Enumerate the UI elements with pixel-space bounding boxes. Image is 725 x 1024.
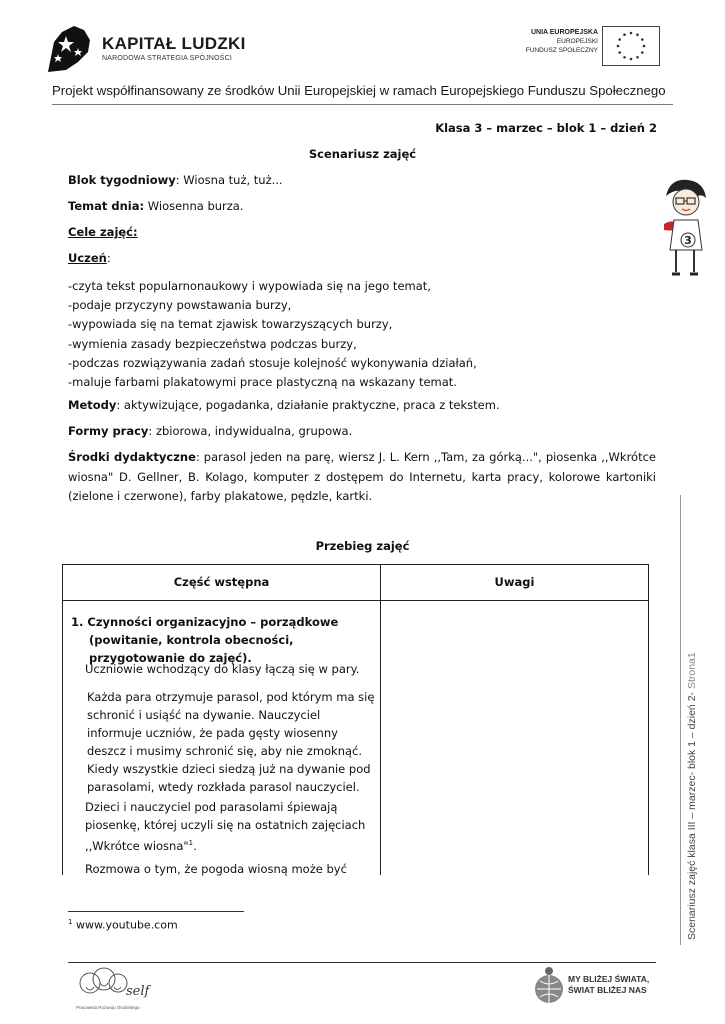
teaching-aids-label: Środki dydaktyczne bbox=[68, 450, 196, 464]
activity-paragraph: Każda para otrzymuje parasol, pod którym ma się schronić i usiąść na dywanie. Nauczyciel informuje uczniów, że pada gęsty wiosenny deszcz i musimy schronić się, aby nie zmoknąć. Kiedy wszystkie dzieci siedzą już na dywanie pod parasolami, wtedy rozkłada parasol nauczyciel. bbox=[87, 690, 375, 794]
methods-label: Metody bbox=[68, 398, 117, 412]
goals-heading: Cele zajęć: bbox=[68, 225, 138, 239]
column-header-intro: Część wstępna bbox=[173, 575, 270, 589]
eu-text bbox=[526, 28, 598, 55]
student-heading bbox=[68, 249, 656, 268]
weekly-block-line bbox=[68, 171, 656, 190]
methods-line bbox=[68, 396, 656, 415]
list-item: -wypowiada się na temat zjawisk towarzyszących burzy, bbox=[68, 317, 393, 332]
work-forms-line bbox=[68, 422, 656, 441]
work-forms-value: : zbiorowa, indywidualna, grupowa. bbox=[148, 424, 353, 438]
class-meta-line: Klasa 3 – marzec – blok 1 – dzień 2 bbox=[435, 121, 657, 135]
self-logo-text: self bbox=[126, 984, 150, 999]
activity-heading: 1. Czynności organizacyjno – porządkowe (powitanie, kontrola obecności, przygotowanie do zajęć). bbox=[71, 615, 339, 665]
student-colon: : bbox=[106, 251, 111, 265]
teaching-aids-paragraph bbox=[68, 448, 656, 507]
my-blizej-text bbox=[568, 974, 649, 996]
eu-flag-icon bbox=[602, 26, 660, 66]
side-caption-page: Strona1 bbox=[686, 652, 698, 692]
lesson-flow-title: Przebieg zajęć bbox=[315, 539, 410, 553]
kapital-ludzki-subtitle: NARODOWA STRATEGIA SPÓJNOŚCI bbox=[102, 55, 233, 62]
list-item: -maluje farbami plakatowymi prace plastyczną na wskazany temat. bbox=[68, 375, 457, 390]
eu-logo-block bbox=[500, 26, 660, 66]
my-blizej-swiata-logo bbox=[532, 965, 682, 1011]
day-topic-label: Temat dnia: bbox=[68, 199, 145, 213]
student-label: Uczeń bbox=[68, 251, 107, 265]
table-column-divider bbox=[380, 565, 381, 875]
weekly-block-value: : Wiosna tuż, tuż... bbox=[175, 173, 283, 187]
page-title: Scenariusz zajęć bbox=[308, 147, 417, 161]
my-blizej-line2: ŚWIAT BLIŻEJ NAS bbox=[568, 985, 647, 995]
teaching-aids-value: : parasol jeden na parę, wiersz J. L. Kern ,,Tam, za górką...", piosenka ,,Wkrótce wiosna" D. Gellner, B. Kolago, komputer z dostępem do Internetu, karta pracy, kolorowe kartoniki (zielone i czerwone), farby plakatowe, pędzle, kartki. bbox=[68, 450, 657, 503]
mascot-illustration bbox=[660, 176, 710, 282]
kapital-ludzki-logo bbox=[44, 22, 254, 78]
side-caption-main: Scenariusz zajęć klasa III – marzec- blok 1 – dzień 2- bbox=[686, 691, 698, 940]
kapital-ludzki-title: KAPITAŁ LUDZKI bbox=[102, 34, 246, 53]
eu-fund-line2: FUNDUSZ SPOŁECZNY bbox=[525, 47, 598, 54]
footnote-ref: 1 bbox=[188, 839, 194, 847]
self-caption: Pracownia Rozwoju Osobistego bbox=[76, 1005, 140, 1010]
self-logo-icon bbox=[76, 965, 166, 1005]
activity-paragraph bbox=[85, 798, 375, 855]
eu-union-label: UNIA EUROPEJSKA bbox=[530, 29, 598, 36]
weekly-block-label: Blok tygodniowy bbox=[68, 173, 176, 187]
footnote-link: www.youtube.com bbox=[72, 918, 178, 932]
mascot-badge-number: 3 bbox=[684, 234, 692, 247]
goals-list bbox=[68, 277, 477, 392]
list-item: -czyta tekst popularnonaukowy i wypowiada się na jego temat, bbox=[68, 279, 431, 293]
day-topic-value: Wiosenna burza. bbox=[144, 199, 244, 213]
song-text-end: . bbox=[193, 838, 197, 853]
song-text: Dzieci i nauczyciel pod parasolami śpiewają piosenkę, której uczyli się na ostatnich zajęciach ,,Wkrótce wiosna" bbox=[85, 800, 366, 853]
list-item: -podaje przyczyny powstawania burzy, bbox=[68, 298, 292, 313]
footnote-number: 1 bbox=[68, 918, 73, 926]
project-cofinancing-line: Projekt współfinansowany ze środków Unii Europejskiej w ramach Europejskiego Funduszu Społecznego bbox=[52, 83, 666, 98]
work-forms-label: Formy pracy bbox=[68, 424, 149, 438]
footer-divider bbox=[68, 962, 656, 963]
column-header-notes: Uwagi bbox=[494, 575, 535, 589]
eu-fund-line1: EUROPEJSKI bbox=[556, 38, 598, 45]
kapital-ludzki-mark-icon bbox=[44, 22, 96, 76]
methods-value: : aktywizujące, pogadanka, działanie praktyczne, praca z tekstem. bbox=[116, 398, 500, 412]
day-topic-line bbox=[68, 197, 656, 216]
footnote bbox=[68, 918, 178, 932]
globe-figure-icon bbox=[532, 965, 566, 1009]
activity-paragraph: Uczniowie wchodzący do klasy łączą się w pary. bbox=[85, 662, 360, 676]
activity-paragraph: Rozmowa o tym, że pogoda wiosną może być bbox=[85, 862, 347, 876]
side-caption bbox=[686, 652, 698, 940]
side-divider bbox=[680, 495, 681, 945]
header-divider bbox=[52, 104, 673, 105]
lesson-table bbox=[62, 564, 649, 875]
my-blizej-line1: MY BLIŻEJ ŚWIATA, bbox=[568, 974, 650, 984]
child-mascot-icon bbox=[660, 176, 710, 282]
list-item: -wymienia zasady bezpieczeństwa podczas burzy, bbox=[68, 336, 357, 351]
footnote-divider bbox=[68, 911, 244, 912]
self-logo bbox=[76, 965, 166, 1013]
list-item: -podczas rozwiązywania zadań stosuje kolejność wykonywania działań, bbox=[68, 355, 477, 370]
